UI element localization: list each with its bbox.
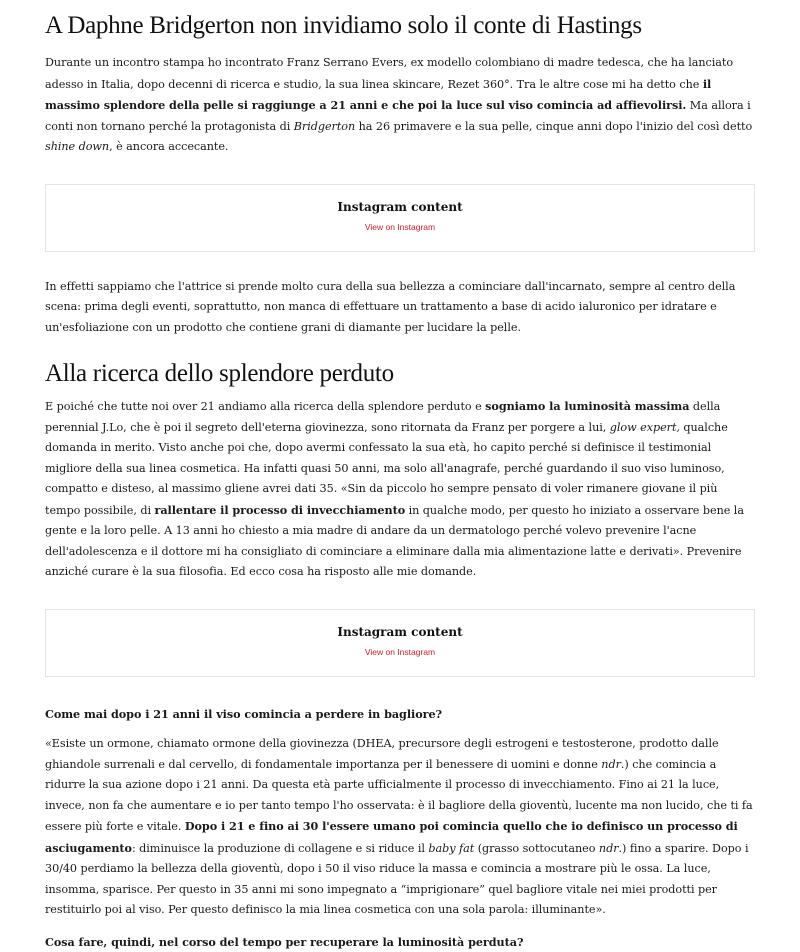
paragraph-glow-expert: E poiché che tutte noi over 21 andiamo alla ricerca della splendore perduto e sogniamo la luminosità massima della perennial J.Lo, che è poi il segreto dell'eterna giovinezza, sono ritornata da Franz per porgere a lui, glow expert, qualche domanda in merito. Visto anche poi che, dopo avermi confessato la sua età, ho capito perché si definisce il testimonial migliore della sua linea cosmetica. Ha infatti quasi 50 anni, ma solo all'anagrafe, perché guardando il suo viso luminoso, compatto e disteso, al massimo gliene avrei dati 35. «Sin da piccolo ho sempre pensato di voler rimanere giovane il più tempo possibile, di rallentare il processo di invecchiamento in qualche modo, per questo ho iniziato a osservare bene la gente e la loro pelle. A 13 anni ho chiesto a mia madre di andare da un dermatologo perché volevo prevenire l'acne dell'adolescenza e il dottore mi ha consigliato di cominciare a eliminare dalla mia alimentazione latte e derivati». Prevenire anziché curare è la sua filosofia. Ed ecco cosa ha risposto alle mie domande. [45,396,755,583]
section-heading-daphne: A Daphne Bridgerton non invidiamo solo il conte di Hastings [45,10,755,42]
paragraph-intro: Durante un incontro stampa ho incontrato Franz Serrano Evers, ex modello colombiano di madre tedesca, che ha lanciato adesso in Italia, dopo decenni di ricerca e studio, la sua linea skincare, Rezet 360°. Tra le altre cose mi ha detto che il massimo splendore della pelle si raggiunge a 21 anni e che poi la luce sul viso comincia ad affievolirsi. Ma allora i conti non tornano perché la protagonista di Bridgerton ha 26 primavere e la sua pelle, cinque anni dopo l'inizio del così detto shine down, è ancora accecante. [45,53,755,158]
instagram-embed-title: Instagram content [46,185,754,215]
view-on-instagram-link[interactable]: View on Instagram [365,222,435,232]
section-heading-splendore: Alla ricerca dello splendore perduto [45,358,755,390]
interview-question: Come mai dopo i 21 anni il viso comincia a perdere in bagliore? [45,704,755,725]
instagram-embed [45,609,755,677]
interview-question: Cosa fare, quindi, nel corso del tempo per recuperare la luminosità perduta? [45,932,755,952]
instagram-embed-title: Instagram content [46,610,754,640]
paragraph-skincare-routine: In effetti sappiamo che l'attrice si prende molto cura della sua bellezza a cominciare dall'incarnato, sempre al centro della scena: prima degli eventi, soprattutto, non manca di effettuare un trattamento a base di acido ialuronico per idratare e un'esfoliazione con un prodotto che contiene grani di diamante per lucidare la pelle. [45,277,755,339]
instagram-embed [45,184,755,252]
view-on-instagram-link[interactable]: View on Instagram [365,647,435,657]
interview-answer: «Esiste un ormone, chiamato ormone della giovinezza (DHEA, precursore degli estrogeni e testosterone, prodotto dalle ghiandole surrenali e dal cervello, di fondamentale importanza per il benessere di uomini e donne ndr.) che comincia a ridurre la sua azione dopo i 21 anni. Da questa età parte ufficialmente il processo di invecchiamento. Fino ai 21 la luce, invece, non fa che aumentare e io per tanto tempo l'ho osservata: è il bagliore della gioventù, lucente ma non lucido, che ti fa essere più forte e vitale. Dopo i 21 e fino ai 30 l'essere umano poi comincia quello che io definisco un processo di asciugamento: diminuisce la produzione di collagene e si riduce il baby fat (grasso sottocutaneo ndr.) fino a sparire. Dopo i 30/40 perdiamo la bellezza della gioventù, dopo i 50 il viso riduce la massa e comincia a mostrare più le ossa. La luce, insomma, sparisce. Per questo in 35 anni mi sono impegnato a “imprigionare” quel bagliore vitale nei miei prodotti per restituirlo poi al viso. Per questo definisco la mia linea cosmetica con una sola parola: illuminante». [45,734,755,921]
